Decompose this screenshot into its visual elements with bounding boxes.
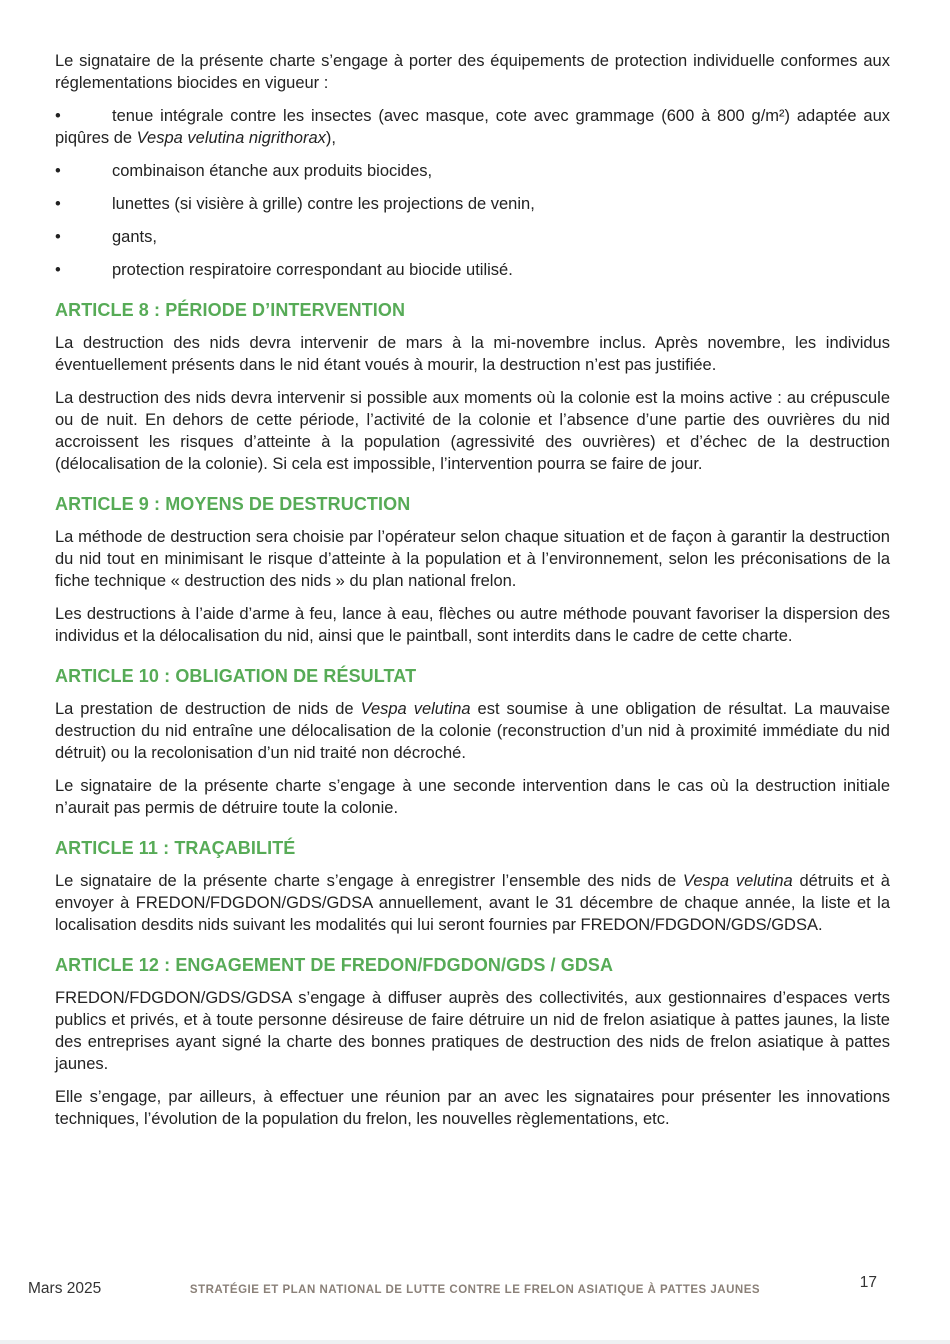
article-8-paragraph-1: La destruction des nids devra intervenir de mars à la mi-novembre inclus. Après novembre, les individus éventuellement présents dans le nid étant voués à mourir, la destruction n’est pas justifiée.: [55, 334, 890, 374]
article-9-paragraph-1: La méthode de destruction sera choisie par l’opérateur selon chaque situation et de façon à garantir la destruction du nid tout en minimisant le risque d’atteinte à la population et à l’environnement, selon les préconisations de la fiche technique « destruction des nids » du plan national frelon.: [55, 528, 890, 590]
bullet-text: lunettes (si visière à grille) contre les projections de venin,: [112, 195, 535, 213]
bullet-item: [55, 259, 890, 281]
article-9-paragraph-2: Les destructions à l’aide d’arme à feu, lance à eau, flèches ou autre méthode pouvant favoriser la dispersion des individus et la délocalisation du nid, ainsi que le paintball, sont interdits dans le cadre de cette charte.: [55, 605, 890, 645]
article-9-heading: ARTICLE 9 : MOYENS DE DESTRUCTION: [55, 494, 411, 514]
section-article-9: [55, 493, 890, 647]
bullet-icon: •: [55, 107, 61, 125]
bullet-text: protection respiratoire correspondant au biocide utilisé.: [112, 261, 513, 279]
footer-doc-title: STRATÉGIE ET PLAN NATIONAL DE LUTTE CONTRE LE FRELON ASIATIQUE À PATTES JAUNES: [189, 1284, 761, 1296]
bullet-icon: •: [55, 228, 61, 246]
section-article-11: [55, 837, 890, 936]
bullet-text: tenue intégrale contre les insectes (avec masque, cote avec grammage (600 à 800 g/m²) adaptée aux piqûres de Vespa velutina nigrithorax),: [55, 107, 890, 147]
bullet-item: [55, 193, 890, 215]
bullet-icon: •: [55, 195, 61, 213]
article-12-paragraph-1: FREDON/FDGDON/GDS/GDSA s’engage à diffuser auprès des collectivités, aux gestionnaires d’espaces verts publics et privés, et à toute personne désireuse de faire détruire un nid de frelon asiatique à pattes jaunes, la liste des entreprises ayant signé la charte des bonnes pratiques de destruction des nids de frelon asiatique à pattes jaunes.: [55, 989, 890, 1073]
article-8-paragraph-2: La destruction des nids devra intervenir si possible aux moments où la colonie est la moins active : au crépuscule ou de nuit. En dehors de cette période, l’activité de la colonie et l’absence d’une partie des ouvrières du nid accroissent les risques d’atteinte à la population (agressivité des ouvrières) et d’échec de la destruction (délocalisation de la colonie). Si cela est impossible, l’intervention pourra se faire de jour.: [55, 389, 890, 473]
ppe-bullet-list: [55, 105, 890, 281]
article-10-paragraph-2: Le signataire de la présente charte s’engage à une seconde intervention dans le cas où la destruction initiale n’aurait pas permis de détruire toute la colonie.: [55, 777, 890, 817]
bullet-item: [55, 226, 890, 248]
article-11-paragraph-1: Le signataire de la présente charte s’engage à enregistrer l’ensemble des nids de Vespa velutina détruits et à envoyer à FREDON/FDGDON/GDS/GDSA annuellement, avant le 31 décembre de chaque année, la liste et la localisation desdits nids suivant les modalités qui lui seront fournies par FREDON/FDGDON/GDS/GDSA.: [55, 872, 890, 934]
bullet-item: [55, 105, 890, 149]
bullet-text: combinaison étanche aux produits biocides,: [112, 162, 433, 180]
article-8-heading: ARTICLE 8 : PÉRIODE D’INTERVENTION: [55, 300, 406, 320]
section-article-12: [55, 954, 890, 1130]
article-10-paragraph-1: La prestation de destruction de nids de Vespa velutina est soumise à une obligation de résultat. La mauvaise destruction du nid entraîne une délocalisation de la colonie (reconstruction d’un nid à proximité immédiate du nid détruit) ou la recolonisation d’un nid traité non décroché.: [55, 700, 890, 762]
footer-page-number: 17: [859, 1274, 877, 1291]
article-12-heading: ARTICLE 12 : ENGAGEMENT DE FREDON/FDGDON/GDS / GDSA: [55, 955, 614, 975]
footer-date: Mars 2025: [28, 1280, 102, 1297]
section-article-10: [55, 665, 890, 819]
article-10-heading: ARTICLE 10 : OBLIGATION DE RÉSULTAT: [55, 666, 417, 686]
article-12-paragraph-2: Elle s’engage, par ailleurs, à effectuer une réunion par an avec les signataires pour présenter les innovations techniques, l’évolution de la population du frelon, les nouvelles règlementations, etc.: [55, 1088, 890, 1128]
bullet-icon: •: [55, 162, 61, 180]
bullet-item: [55, 160, 890, 182]
intro-paragraph: Le signataire de la présente charte s’engage à porter des équipements de protection individuelle conformes aux réglementations biocides en vigueur :: [55, 52, 890, 92]
page-footer: [0, 1274, 950, 1344]
article-11-heading: ARTICLE 11 : TRAÇABILITÉ: [55, 838, 296, 858]
bullet-text: gants,: [112, 228, 157, 246]
section-article-8: [55, 299, 890, 475]
bullet-icon: •: [55, 261, 61, 279]
